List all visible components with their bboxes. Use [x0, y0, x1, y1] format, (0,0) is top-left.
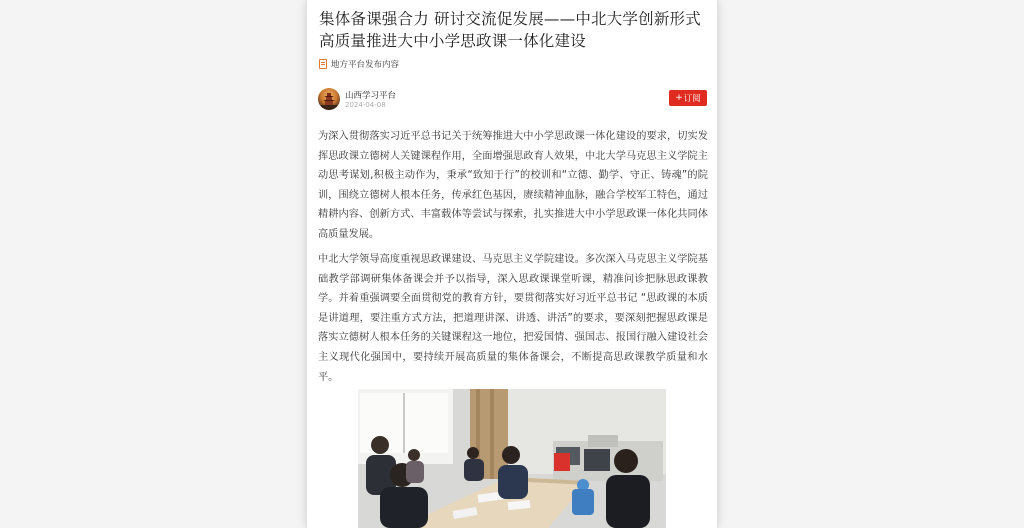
source-label: 地方平台发布内容: [331, 60, 400, 70]
article-page: [307, 0, 717, 528]
source-label-row: [319, 58, 399, 70]
document-icon: [319, 59, 327, 69]
plus-icon: +: [675, 93, 683, 103]
avatar[interactable]: [318, 88, 340, 110]
author-name[interactable]: 山西学习平台: [345, 91, 397, 101]
article-paragraph: 为深入贯彻落实习近平总书记关于统筹推进大中小学思政课一体化建设的要求，切实发挥思政课立德树人关键课程作用，全面增强思政育人效果，中北大学马克思主义学院主动思考谋划,积极主动作为，秉承“致知于行”的校训和“立德、勤学、守正、铸魂”的院训，围绕立德树人根本任务，传承红色基因，赓续精神血脉，融合学校军工特色，通过精耕内容、创新方式、丰富载体等尝试与探索，扎实推进大中小学思政课一体化共同体高质量发展。: [318, 131, 708, 240]
subscribe-button[interactable]: [669, 90, 707, 106]
subscribe-label: 订阅: [683, 94, 701, 104]
article-title: 集体备课强合力 研讨交流促发展——中北大学创新形式高质量推进大中小学思政课一体化建设: [319, 10, 701, 50]
article-paragraph: 中北大学领导高度重视思政课建设、马克思主义学院建设。多次深入马克思主义学院基础教学部调研集体备课会并予以指导，深入思政课课堂听课，精准问诊把脉思政课教学。并着重强调要全面贯彻党的教育方针，要贯彻落实好习近平总书记 “思政课的本质是讲道理，要注重方式方法，把道理讲深、讲透、讲活”的要求，要深刻把握思政课是落实立德树人根本任务的关键课程这一地位，把爱国情、强国志、报国行融入建设社会主义现代化强国中，要持续开展高质量的集体备课会，不断提高思政课教学质量和水平。: [318, 254, 708, 383]
pagoda-logo-icon: [318, 88, 340, 110]
author-row: [318, 88, 707, 112]
publish-date: 2024-04-08: [345, 101, 386, 109]
article-photo: [358, 389, 666, 528]
meeting-photo-image: [358, 389, 666, 528]
